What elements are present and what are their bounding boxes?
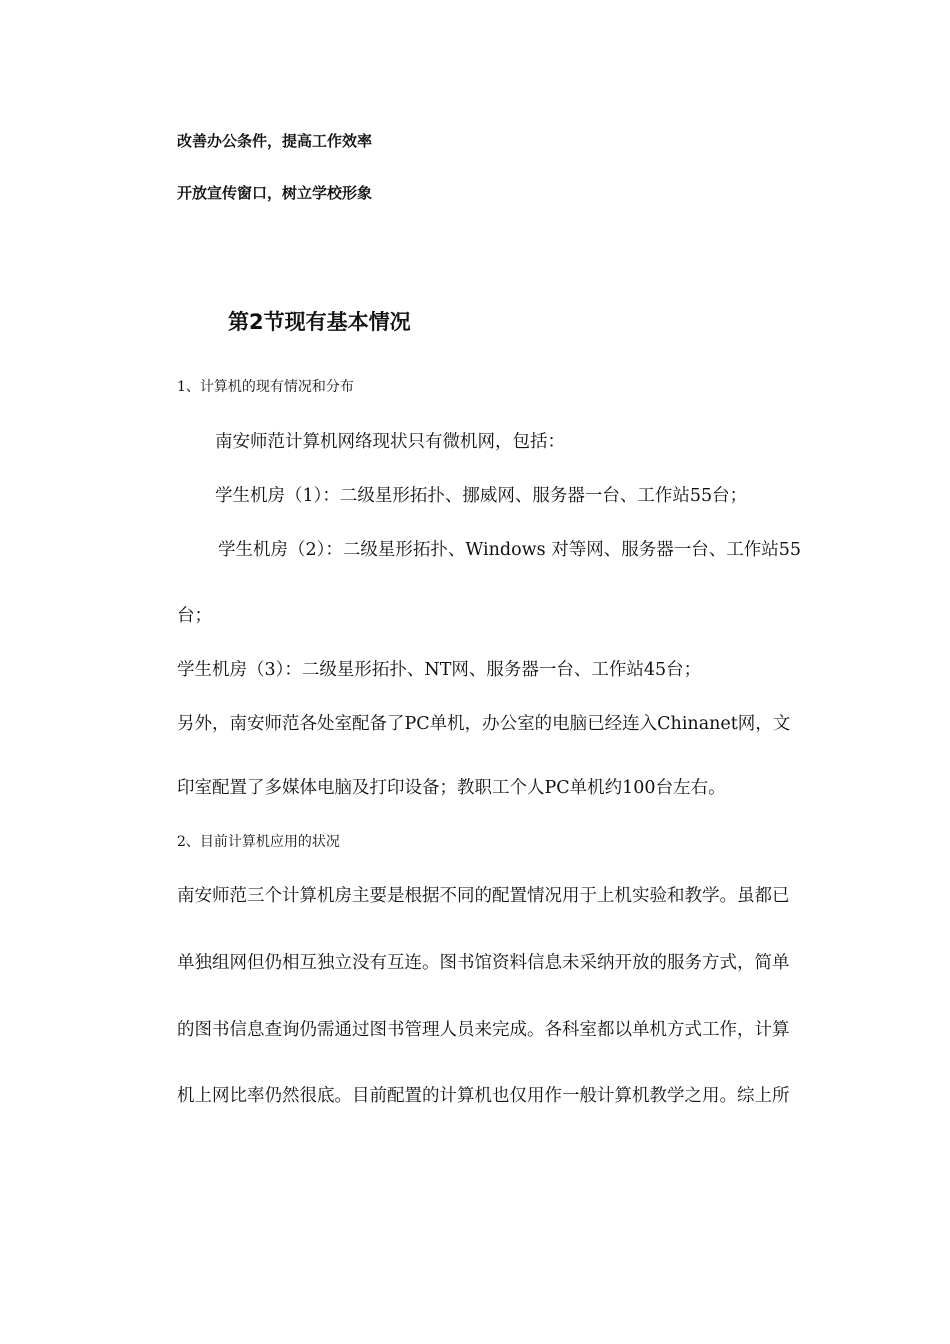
sub2-paragraph-line: 南安师范三个计算机房主要是根据不同的配置情况用于上机实验和教学。虽都已 [177, 886, 790, 906]
subsection-2-heading: 2、目前计算机应用的状况 [177, 834, 340, 850]
sub1-paragraph-line: 学生机房（2）：二级星形拓扑、Windows 对等网、服务器一台、工作站55 [218, 540, 801, 560]
sub1-paragraph-line: 印室配置了多媒体电脑及打印设备；教职工个人PC单机约100台左右。 [177, 778, 726, 798]
sub1-paragraph-line: 台； [177, 606, 212, 626]
sub2-paragraph-line: 的图书信息查询仍需通过图书管理人员来完成。各科室都以单机方式工作，计算 [177, 1020, 790, 1040]
sub1-paragraph-line: 学生机房（3）：二级星形拓扑、NT网、服务器一台、工作站45台； [177, 660, 702, 680]
bullet-open-window: 开放宣传窗口，树立学校形象 [177, 184, 373, 202]
sub1-paragraph-line: 另外，南安师范各处室配备了PC单机，办公室的电脑已经连入Chinanet网，文 [177, 714, 791, 734]
section-heading: 第2节现有基本情况 [228, 310, 411, 334]
subsection-1-heading: 1、计算机的现有情况和分布 [177, 379, 354, 395]
sub1-paragraph-line: 学生机房（1）：二级星形拓扑、挪威网、服务器一台、工作站55台； [215, 486, 748, 506]
sub2-paragraph-line: 单独组网但仍相互独立没有互连。图书馆资料信息未采纳开放的服务方式，简单 [177, 953, 790, 973]
sub2-paragraph-line: 机上网比率仍然很底。目前配置的计算机也仅用作一般计算机教学之用。综上所 [177, 1086, 790, 1106]
sub1-paragraph-line: 南安师范计算机网络现状只有微机网，包括： [215, 432, 565, 452]
bullet-improve-office: 改善办公条件，提高工作效率 [177, 132, 373, 150]
